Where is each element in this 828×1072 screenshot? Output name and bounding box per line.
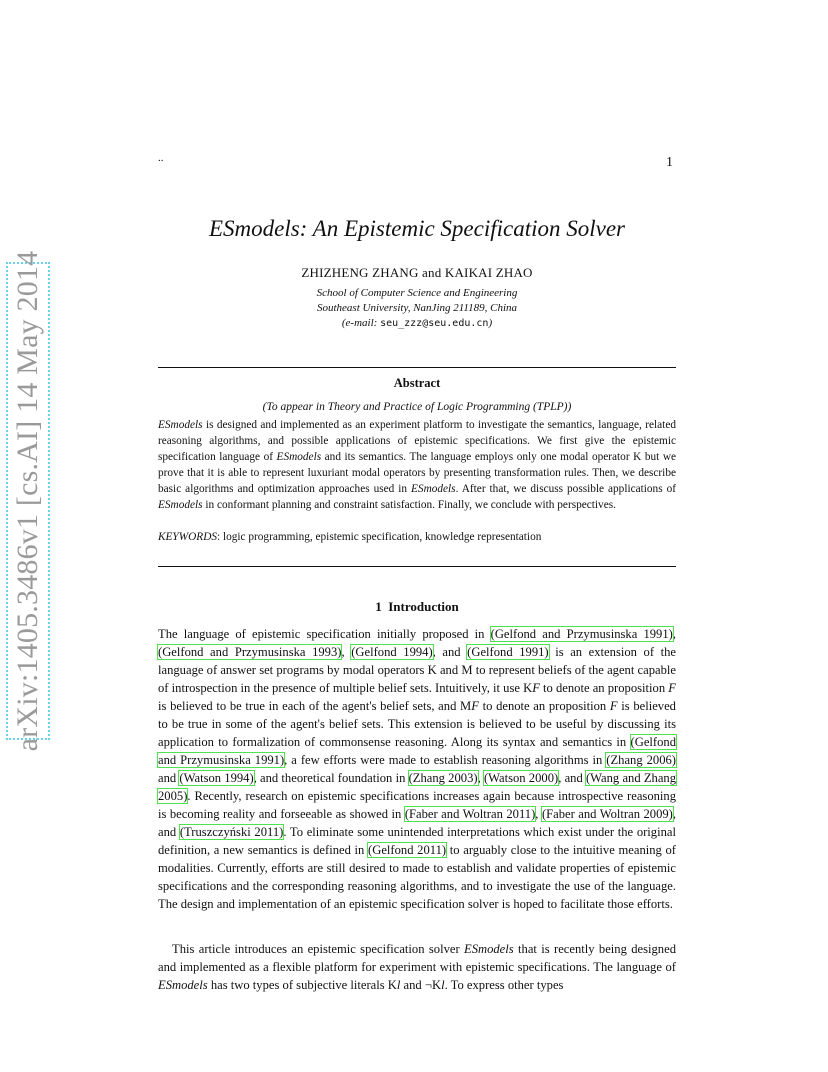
citation-link[interactable]: (Faber and Woltran 2009): [541, 807, 673, 821]
keywords-label: KEYWORDS: [158, 531, 217, 543]
citation-link[interactable]: (Zhang 2003): [408, 771, 478, 785]
esmodels-math: ESmodels: [276, 451, 322, 463]
abstract-heading: Abstract: [393, 376, 441, 390]
citation-link[interactable]: (Gelfond and Przymusinska 1991): [490, 627, 673, 641]
affiliation-line-2: Southeast University, NanJing 211189, China: [316, 302, 518, 314]
citation-link[interactable]: (Watson 1994): [179, 771, 254, 785]
affiliation-line-1: School of Computer Science and Engineering: [316, 287, 518, 299]
citation-link[interactable]: (Truszczyński 2011): [179, 825, 284, 839]
citation-link[interactable]: (Gelfond and Przymusinska 1991): [158, 735, 676, 767]
citation-link[interactable]: (Gelfond 1994): [351, 645, 433, 659]
email-label: (e-mail:: [341, 317, 378, 329]
section-title: Introduction: [388, 599, 459, 614]
keywords: [158, 531, 676, 543]
paper-title: ESmodels: An Epistemic Specification Solver: [208, 216, 626, 241]
citation-link[interactable]: (Gelfond and Przymusinska 1993): [158, 645, 342, 659]
citation-link[interactable]: (Gelfond 2011): [368, 843, 447, 857]
citation-link[interactable]: (Watson 2000): [483, 771, 559, 785]
affiliation: [158, 286, 676, 331]
section-number: 1: [375, 599, 382, 614]
abstract-body: ESmodels is designed and implemented as an experiment platform to investigate the semantics, language, related reasoning algorithms, and possible applications of epistemic specifications. We first give the epistemic specification language of ESmodels and its semantics. The language employs only one modal operator K but we prove that it is able to represent luxuriant modal operators by presenting transformation rules. Then, we describe basic algorithms and optimization approaches used in ESmodels. After that, we discuss possible applications of ESmodels in conformant planning and constraint satisfaction. Finally, we conclude with perspectives.: [158, 419, 676, 511]
email-address: seu_zzz@seu.edu.cn: [380, 318, 489, 329]
esmodels-math: ESmodels: [158, 419, 203, 431]
affiliation-email-line: [158, 316, 676, 331]
citation-link[interactable]: (Faber and Woltran 2011): [404, 807, 536, 821]
citation-link[interactable]: (Zhang 2006): [606, 753, 676, 767]
keywords-text: : logic programming, epistemic specification, knowledge representation: [217, 531, 542, 543]
esmodels-math: ESmodels: [158, 978, 208, 992]
esmodels-math: ESmodels: [464, 942, 514, 956]
abstract-bottom-rule: [158, 566, 676, 567]
citation-link[interactable]: (Gelfond 1991): [467, 645, 549, 659]
running-head: ..: [158, 152, 164, 164]
esmodels-math: ESmodels: [411, 483, 456, 495]
page-number: 1: [666, 155, 673, 170]
authors: ZHIZHENG ZHANG and KAIKAI ZHAO: [301, 265, 533, 280]
email-close: ): [488, 317, 493, 329]
abstract-top-rule: [158, 367, 676, 368]
intro-paragraph-1: The language of epistemic specification initially proposed in (Gelfond and Przymusinska 1991), (Gelfond and Przymusinska 1993), (Gelfond 1994), and (Gelfond 1991) is an extension of the language of answer set programs by modal operators K and M to represent beliefs of the agent capable of introspection in the presence of multiple belief sets. Intuitively, it use KF to denote an proposition F is believed to be true in each of the agent's belief sets, and MF to denote an proposition F is believed to be true in some of the agent's belief sets. This extension is believed to be useful by discussing its application to formalization of commonsense reasoning. Along its syntax and semantics in (Gelfond and Przymusinska 1991), a few efforts were made to establish reasoning algorithms in (Zhang 2006) and (Watson 1994), and theoretical foundation in (Zhang 2003), (Watson 2000), and (Wang and Zhang 2005). Recently, research on epistemic specifications increases again because introspective reasoning is becoming reality and forseeable as showed in (Faber and Woltran 2011), (Faber and Woltran 2009), and (Truszczyński 2011). To eliminate some unintended interpretations which exist under the original definition, a new semantics is defined in (Gelfond 2011) to arguably close to the intuitive meaning of modalities. Currently, efforts are still desired to made to establish and validate properties of epistemic specifications and the corresponding reasoning algorithms, and to investigate the use of the language. The design and implementation of an epistemic specification solver is hoped to facilitate those efforts.: [158, 627, 677, 911]
esmodels-math: ESmodels: [158, 499, 203, 511]
abstract-note: (To appear in Theory and Practice of Logic Programming (TPLP)): [262, 401, 572, 413]
arxiv-watermark: [6, 250, 50, 752]
arxiv-id: arXiv:1405.3486v1 [cs.AI] 14 May 2014: [11, 250, 44, 752]
section-heading: [158, 599, 676, 615]
intro-paragraph-2: This article introduces an epistemic specification solver ESmodels that is recently being designed and implemented as a flexible platform for experiment with epistemic specifications. The language of ESmodels has two types of subjective literals Kl and ¬Kl. To express other types: [158, 942, 676, 992]
citation-link[interactable]: (Wang and Zhang 2005): [158, 771, 677, 803]
